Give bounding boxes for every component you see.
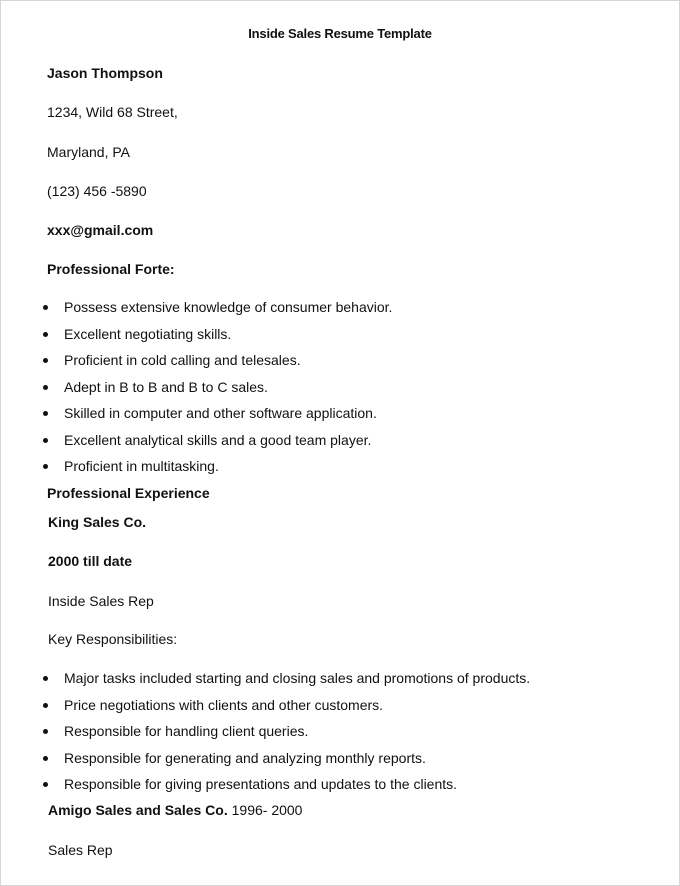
responsibility-item xyxy=(43,722,308,740)
forte-item-text: Excellent negotiating skills. xyxy=(64,326,232,342)
bullet-icon xyxy=(43,411,48,416)
bullet-icon xyxy=(43,756,48,761)
forte-item-text: Excellent analytical skills and a good team player. xyxy=(64,432,372,448)
address-line-2: Maryland, PA xyxy=(47,144,130,160)
forte-item-text: Skilled in computer and other software application. xyxy=(64,405,377,421)
company-name: King Sales Co. xyxy=(48,514,147,530)
bullet-icon xyxy=(43,729,48,734)
job-role: Inside Sales Rep xyxy=(48,593,154,609)
experience-heading: Professional Experience xyxy=(47,485,210,501)
forte-heading: Professional Forte: xyxy=(47,261,175,277)
forte-item xyxy=(43,325,231,343)
forte-item-text: Proficient in cold calling and telesales. xyxy=(64,352,301,368)
bullet-icon xyxy=(43,358,48,363)
responsibility-text: Price negotiations with clients and other customers. xyxy=(64,697,384,713)
forte-item xyxy=(43,404,377,422)
email-address: xxx@gmail.com xyxy=(47,222,154,238)
bullet-icon xyxy=(43,385,48,390)
forte-item xyxy=(43,298,392,316)
forte-item xyxy=(43,378,268,396)
responsibility-item xyxy=(43,696,383,714)
bullet-icon xyxy=(43,332,48,337)
responsibility-item xyxy=(43,775,457,793)
forte-item-text: Proficient in multitasking. xyxy=(64,458,219,474)
responsibility-item xyxy=(43,669,530,687)
phone-number: (123) 456 -5890 xyxy=(47,183,147,199)
company-entry xyxy=(48,801,302,819)
forte-item-text: Adept in B to B and B to C sales. xyxy=(64,379,268,395)
bullet-icon xyxy=(43,438,48,443)
bullet-icon xyxy=(43,782,48,787)
job-dates: 1996- 2000 xyxy=(231,802,303,818)
bullet-icon xyxy=(43,464,48,469)
forte-item-text: Possess extensive knowledge of consumer behavior. xyxy=(64,299,393,315)
document-title: Inside Sales Resume Template xyxy=(248,26,432,41)
bullet-icon xyxy=(43,676,48,681)
job-dates: 2000 till date xyxy=(48,553,133,569)
job-role: Sales Rep xyxy=(48,842,113,858)
forte-item xyxy=(43,431,371,449)
candidate-name: Jason Thompson xyxy=(47,65,163,81)
forte-item xyxy=(43,351,301,369)
forte-item xyxy=(43,457,219,475)
responsibility-text: Major tasks included starting and closing sales and promotions of products. xyxy=(64,670,531,686)
address-line-1: 1234, Wild 68 Street, xyxy=(47,104,178,120)
responsibility-text: Responsible for giving presentations and updates to the clients. xyxy=(64,776,458,792)
responsibilities-heading: Key Responsibilities: xyxy=(48,631,178,647)
responsibility-text: Responsible for handling client queries. xyxy=(64,723,309,739)
responsibility-text: Responsible for generating and analyzing monthly reports. xyxy=(64,750,426,766)
bullet-icon xyxy=(43,703,48,708)
responsibility-item xyxy=(43,749,426,767)
bullet-icon xyxy=(43,305,48,310)
company-name: Amigo Sales and Sales Co. xyxy=(48,802,228,818)
